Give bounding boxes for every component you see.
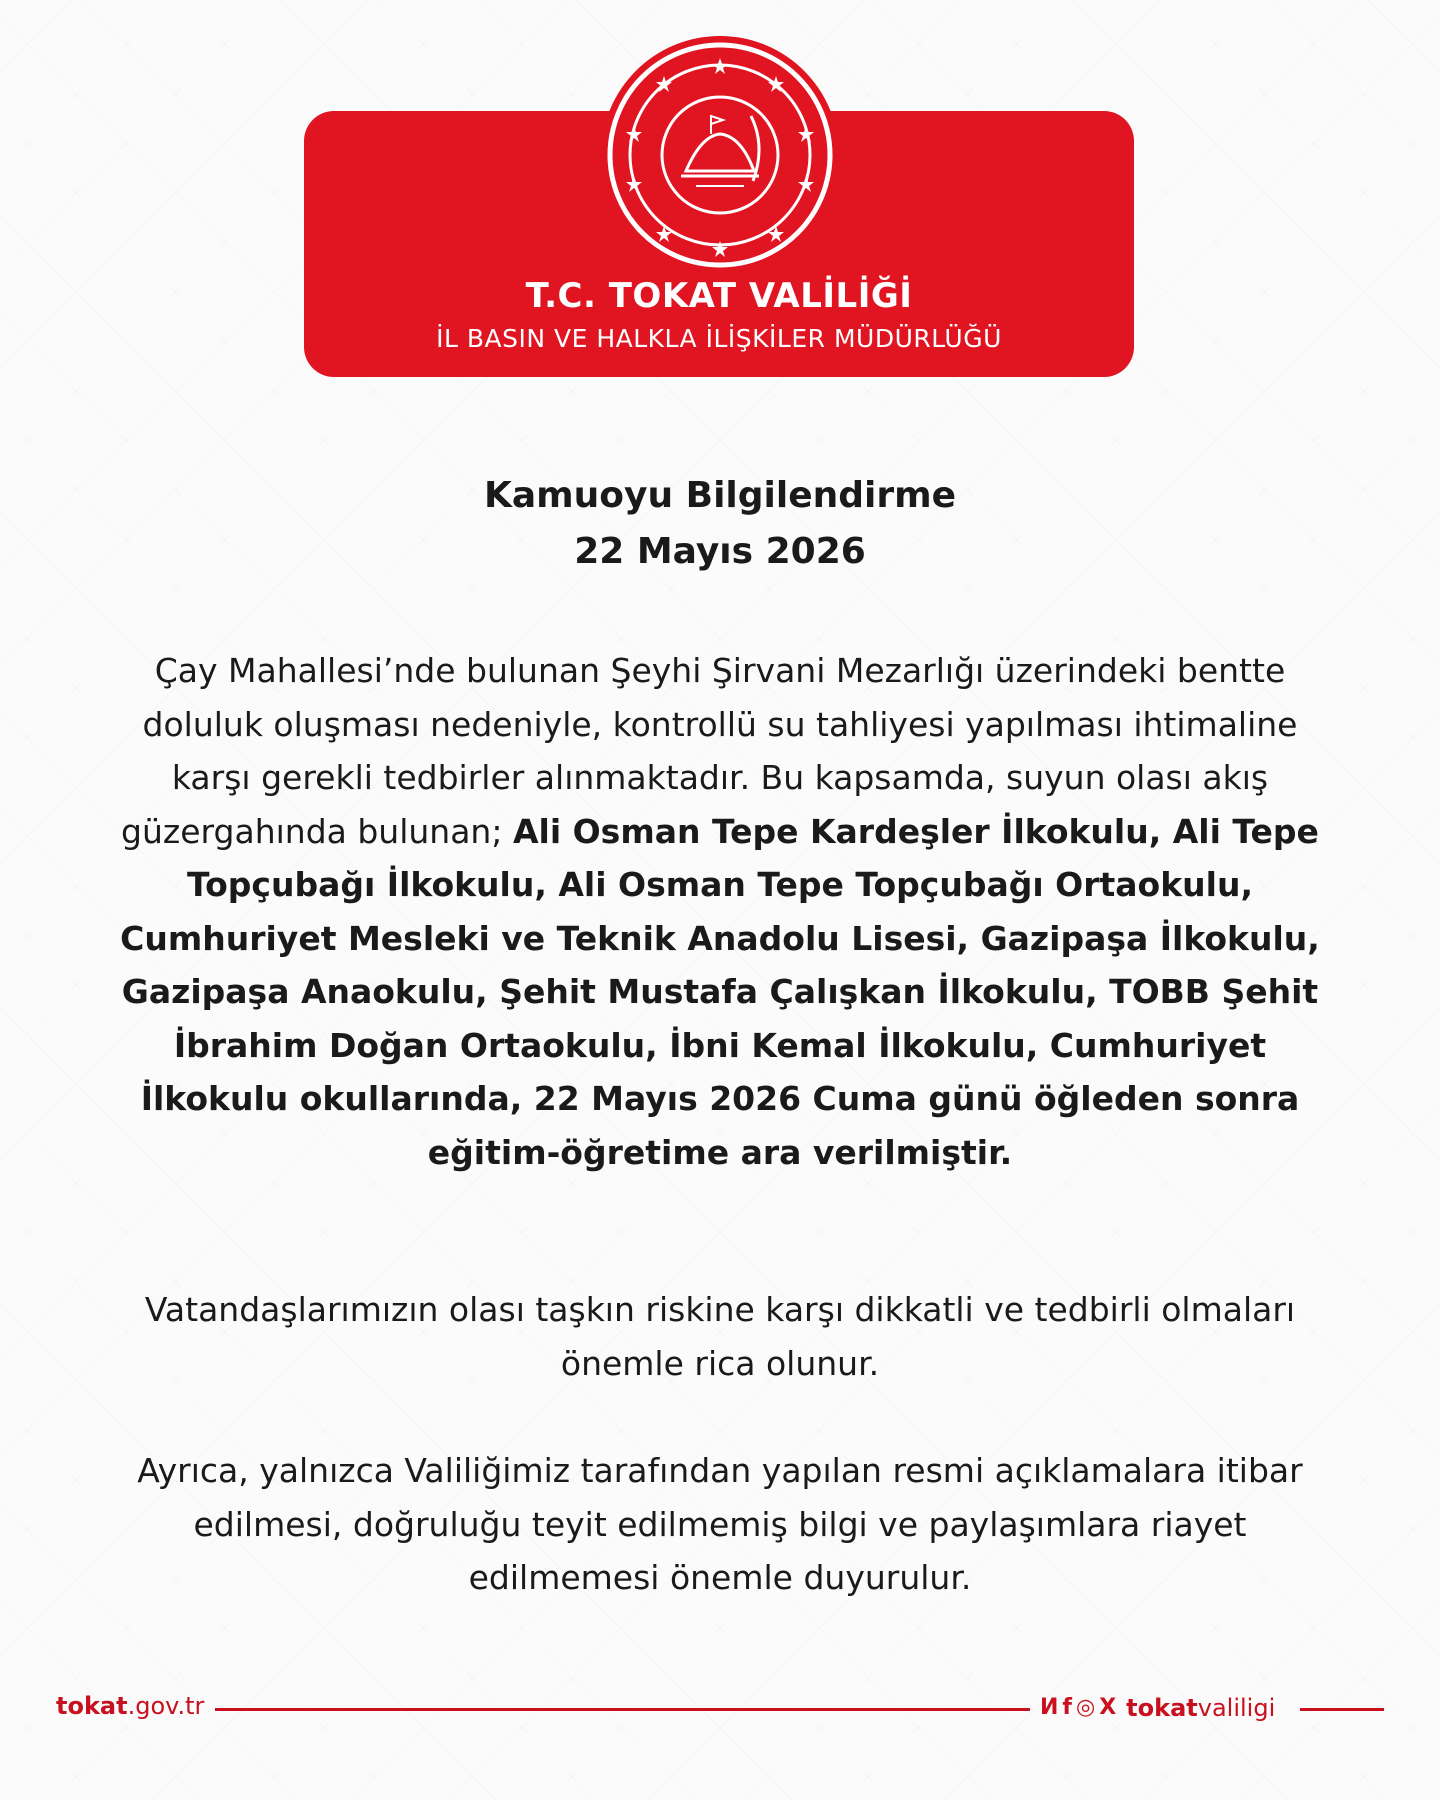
affected-schools-text: Ali Osman Tepe Kardeşler İlkokulu, Ali Tepe Topçubağı İlkokulu, Ali Osman Tepe Topçubağı Ortaokulu, Cumhuriyet Mesleki ve Teknik Anadolu Lisesi, Gazipaşa İlkokulu, Gazipaşa Anaokulu, Şehit Mustafa Çalışkan İlkokulu, TOBB Şehit İbrahim Doğan Ortaokulu, İbni Kemal İlkokulu, Cumhuriyet İlkokulu okullarında, 22 Mayıs 2026 Cuma günü öğleden sonra eğitim-öğretime ara verilmiştir. xyxy=(120,811,1320,1172)
caution-paragraph: Vatandaşlarımızın olası taşkın riskine karşı dikkatli ve tedbirli olmaları önemle rica olunur. xyxy=(144,1290,1296,1383)
org-subtitle: İL BASIN VE HALKLA İLİŞKİLER MÜDÜRLÜĞÜ xyxy=(436,324,1002,353)
footer xyxy=(0,1688,1440,1728)
x-icon[interactable]: X xyxy=(1099,1695,1117,1720)
social-handle-suffix: valiligi xyxy=(1197,1694,1276,1722)
website-domain-bold: tokat xyxy=(56,1692,128,1720)
social-handle[interactable] xyxy=(1126,1694,1275,1722)
footer-divider-right xyxy=(1300,1708,1384,1711)
facebook-icon[interactable]: f xyxy=(1062,1695,1072,1720)
heading-title: Kamuoyu Bilgilendirme xyxy=(483,475,957,516)
governorship-seal-logo xyxy=(601,36,839,274)
heading-date: 22 Mayıs 2026 xyxy=(574,531,866,572)
seal-emblem-icon xyxy=(601,36,839,274)
announcement-intro-text: Çay Mahallesi’nde bulunan Şeyhi Şirvani Mezarlığı üzerindeki bentte doluluk oluşması nedeniyle, kontrollü su tahliyesi yapılması ihtimaline karşı gerekli tedbirler alınmaktadır. Bu kapsamda, suyun olası akış güzergahında bulunan; xyxy=(121,651,1298,851)
official-sources-paragraph: Ayrıca, yalnızca Valiliğimiz tarafından yapılan resmi açıklamalara itibar edilmesi, doğruluğu teyit edilmemiş bilgi ve paylaşımlara riayet edilmemesi önemle duyurulur. xyxy=(137,1451,1303,1597)
nsosyal-icon[interactable]: И xyxy=(1040,1695,1059,1720)
org-title: T.C. TOKAT VALİLİĞİ xyxy=(525,276,913,316)
instagram-icon[interactable]: ◎ xyxy=(1076,1695,1096,1720)
website-link[interactable] xyxy=(56,1692,204,1720)
document-heading xyxy=(0,468,1440,580)
social-handle-bold: tokat xyxy=(1126,1694,1198,1722)
social-links xyxy=(1040,1692,1275,1724)
website-domain-suffix: .gov.tr xyxy=(127,1692,205,1720)
announcement-paragraph xyxy=(120,644,1320,1179)
footer-divider-left xyxy=(215,1708,1030,1711)
